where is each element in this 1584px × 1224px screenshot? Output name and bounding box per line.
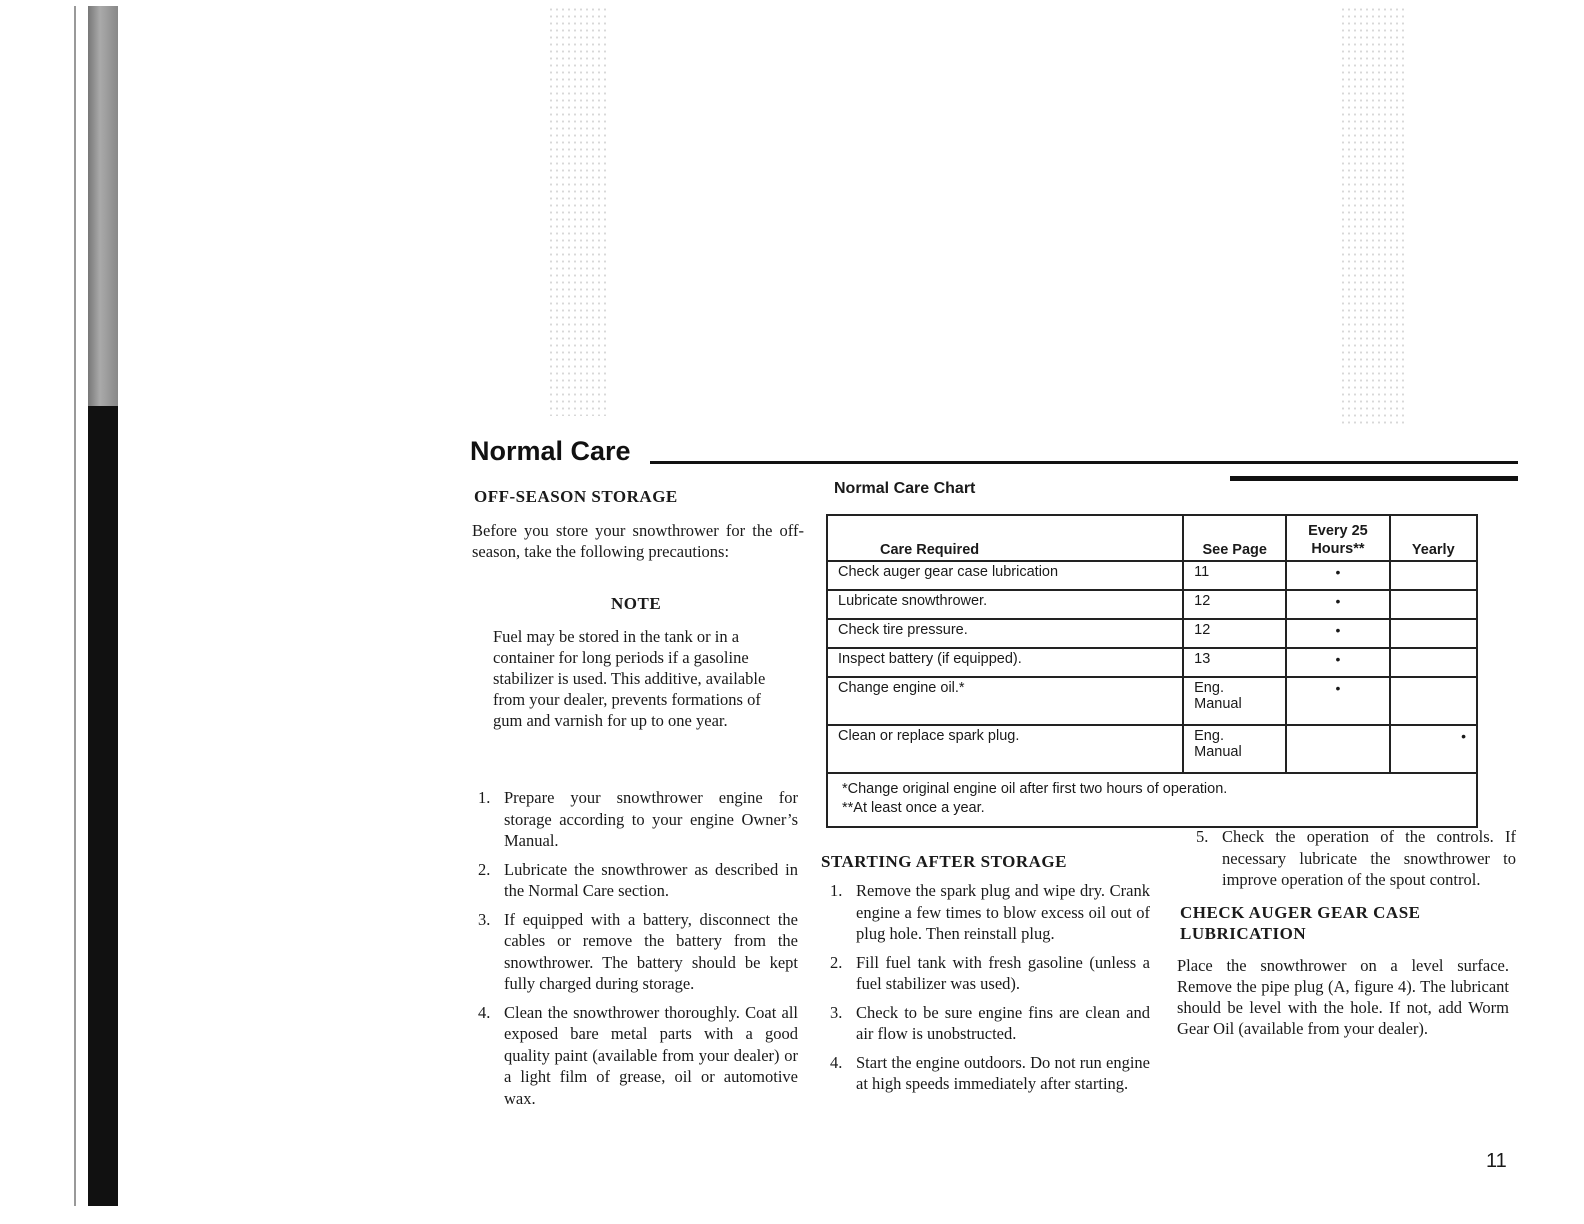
care-chart-table xyxy=(826,514,1478,828)
note-heading: NOTE xyxy=(611,594,662,613)
page-title: Normal Care xyxy=(470,436,631,466)
list-item: 4. Clean the snowthrower thoroughly. Coat all exposed bare metal parts with a good quality paint (available from your dealer) or a light film of grease, oil or automotive wax. xyxy=(478,1002,798,1108)
list-item: 3. Check to be sure engine fins are clean and air flow is unobstructed. xyxy=(830,1002,1150,1043)
table-header-row xyxy=(827,515,1477,561)
table-row: Inspect battery (if equipped). 13 • xyxy=(827,648,1477,677)
footnote-oil: *Change original engine oil after first two hours of operation. xyxy=(842,781,1228,797)
starting-steps xyxy=(830,880,1150,1102)
title-rule xyxy=(650,461,1518,464)
table-row: Lubricate snowthrower. 12 • xyxy=(827,590,1477,619)
table-row: Check tire pressure. 12 • xyxy=(827,619,1477,648)
off-season-intro: Before you store your snowthrower for the off-season, take the following precautions: xyxy=(472,521,804,561)
table-row: Clean or replace spark plug. Eng. Manual • xyxy=(827,725,1477,773)
list-item: 1. Prepare your snowthrower engine for storage according to your engine Owner’s Manual. xyxy=(478,788,798,850)
list-item: 3. If equipped with a battery, disconnect the cables or remove the battery from the snowthrower. The battery should be kept fully charged during storage. xyxy=(478,909,798,993)
chart-title: Normal Care Chart xyxy=(834,480,976,497)
list-item: 2. Lubricate the snowthrower as described in the Normal Care section. xyxy=(478,859,798,900)
starting-heading: STARTING AFTER STORAGE xyxy=(821,852,1067,871)
list-item: 2. Fill fuel tank with fresh gasoline (unless a fuel stabilizer was used). xyxy=(830,952,1150,993)
col-see-page: See Page xyxy=(1183,515,1286,561)
page-number: 11 xyxy=(1486,1150,1507,1172)
list-item: 5. Check the operation of the controls. If necessary lubricate the snowthrower to improve operation of the spout control. xyxy=(1196,827,1516,889)
col-care-required: Care Required xyxy=(827,515,1183,561)
table-row: Check auger gear case lubrication 11 • xyxy=(827,561,1477,590)
binding-strip-highlight xyxy=(88,6,118,406)
controls-step xyxy=(1196,826,1516,898)
off-season-heading: OFF-SEASON STORAGE xyxy=(474,487,678,506)
col-every-25-hours: Every 25 Hours** xyxy=(1286,515,1389,561)
title-rule-thick xyxy=(1230,476,1518,481)
scan-speckle-left xyxy=(548,6,606,416)
auger-heading: CHECK AUGER GEAR CASE LUBRICATION xyxy=(1180,903,1421,943)
footnote-hours: **At least once a year. xyxy=(842,800,985,816)
table-row: Change engine oil.* Eng. Manual • xyxy=(827,677,1477,725)
binding-edge xyxy=(74,6,76,1206)
auger-text: Place the snowthrower on a level surface. Remove the pipe plug (A, figure 4). The lubricant should be level with the hole. If not, add Worm Gear Oil (available from your dealer). xyxy=(1177,956,1509,1038)
note-text: Fuel may be stored in the tank or in a container for long periods if a gasoline stabilizer is used. This additive, available from your dealer, prevents formations of gum and varnish for up to one year. xyxy=(493,627,766,730)
col-yearly: Yearly xyxy=(1390,515,1477,561)
scan-speckle-right xyxy=(1340,6,1404,428)
off-season-steps xyxy=(478,787,798,1116)
table-footnote-row xyxy=(827,773,1477,827)
list-item: 1. Remove the spark plug and wipe dry. Crank engine a few times to blow excess oil out of plug hole. Then reinstall plug. xyxy=(830,881,1150,943)
list-item: 4. Start the engine outdoors. Do not run engine at high speeds immediately after starting. xyxy=(830,1052,1150,1093)
